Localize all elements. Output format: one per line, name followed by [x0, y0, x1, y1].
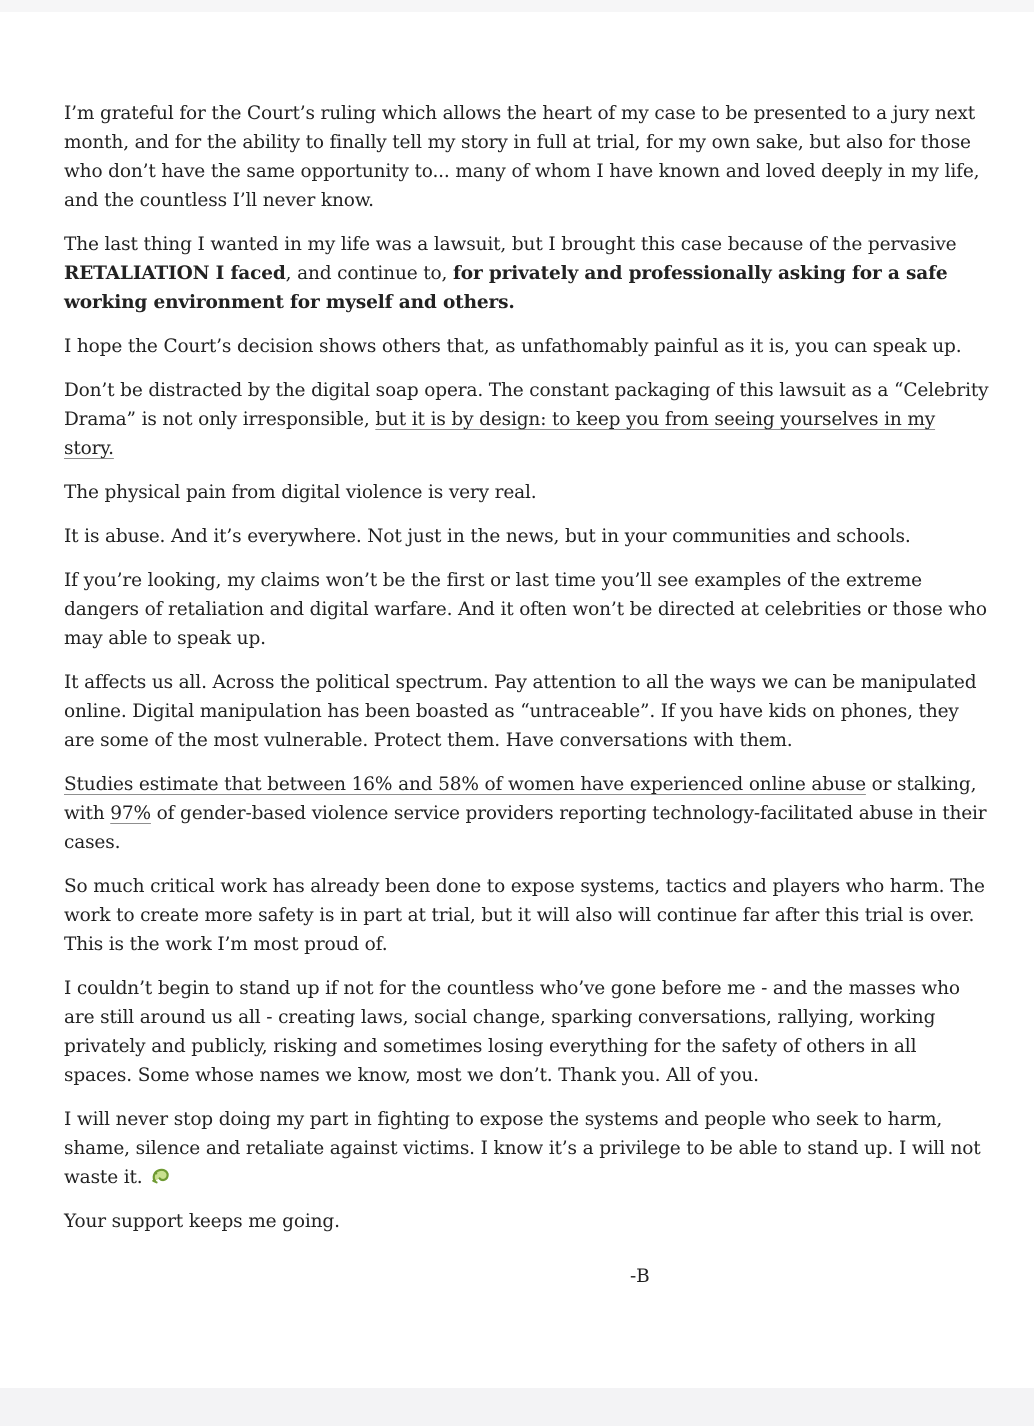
- text-run: of gender-based violence service providers reporting technology-facilitated abuse in their cases.: [64, 803, 987, 853]
- text-run: The last thing I wanted in my life was a lawsuit, but I brought this case because of the pervasive: [64, 234, 957, 255]
- link-text[interactable]: but it is by design: to keep you from seeing yourselves in my story.: [64, 409, 936, 459]
- paragraph: [64, 668, 990, 755]
- paragraph: [64, 1105, 990, 1192]
- text-run: It is abuse. And it’s everywhere. Not just in the news, but in your communities and schools.: [64, 526, 911, 547]
- text-run: for privately and professionally asking for a safe working environment for myself and others.: [64, 263, 948, 313]
- paragraph: [64, 376, 990, 463]
- text-run: I will never stop doing my part in fighting to expose the systems and people who seek to harm, shame, silence and retaliate against victims. I know it’s a privilege to be able to stand up. I will not waste it.: [64, 1109, 981, 1188]
- text-run: The physical pain from digital violence is very real.: [64, 482, 537, 503]
- statement-body: [64, 99, 990, 1236]
- link-text[interactable]: Studies estimate that between 16% and 58% of women have experienced online abuse: [64, 774, 866, 795]
- link-text[interactable]: 97%: [110, 803, 151, 824]
- paragraph: [64, 566, 990, 653]
- text-run: , and continue to,: [285, 263, 453, 284]
- text-run: RETALIATION I faced: [64, 263, 286, 284]
- text-run: I couldn’t begin to stand up if not for the countless who’ve gone before me - and the masses who are still around us all - creating laws, social change, sparking conversations, rallying, working privately and publicly, risking and sometimes losing everything for the safety of others in all spaces. Some whose names we know, most we don’t. Thank you. All of you.: [64, 978, 960, 1086]
- paragraph: [64, 1207, 990, 1236]
- paragraph: [64, 332, 990, 361]
- text-run: I hope the Court’s decision shows others that, as unfathomably painful as it is, you can speak up.: [64, 336, 962, 357]
- paragraph: [64, 770, 990, 857]
- paragraph: [64, 230, 990, 317]
- top-letterbox-band: [0, 0, 1034, 12]
- statement-document: [64, 99, 990, 1291]
- text-run: Your support keeps me going.: [64, 1211, 340, 1232]
- paragraph: [64, 478, 990, 507]
- text-run: It affects us all. Across the political spectrum. Pay attention to all the ways we can be manipulated online. Digital manipulation has been boasted as “untraceable”. If you have kids on phones, they are some of the most vulnerable. Protect them. Have conversations with them.: [64, 672, 977, 751]
- dragon-emoji: [150, 1165, 172, 1187]
- text-run: So much critical work has already been done to expose systems, tactics and players who harm. The work to create more safety is in part at trial, but it will also will continue far after this trial is over. This is the work I’m most proud of.: [64, 876, 985, 955]
- signature: -B: [630, 1266, 650, 1287]
- paragraph: [64, 974, 990, 1090]
- paragraph: [64, 872, 990, 959]
- text-run: If you’re looking, my claims won’t be the first or last time you’ll see examples of the extreme dangers of retaliation and digital warfare. And it often won’t be directed at celebrities or those who may able to speak up.: [64, 570, 987, 649]
- text-run: or stalking, with: [64, 774, 977, 824]
- text-run: Don’t be distracted by the digital soap opera. The constant packaging of this lawsuit as a “Celebrity Drama” is not only irresponsible,: [64, 380, 989, 430]
- paragraph: [64, 522, 990, 551]
- bottom-letterbox-band: [0, 1388, 1034, 1426]
- text-run: I’m grateful for the Court’s ruling which allows the heart of my case to be presented to a jury next month, and for the ability to finally tell my story in full at trial, for my own sake, but also for those who don’t have the same opportunity to... many of whom I have known and loved deeply in my life, and the countless I’ll never know.: [64, 103, 980, 211]
- paragraph: [64, 99, 990, 215]
